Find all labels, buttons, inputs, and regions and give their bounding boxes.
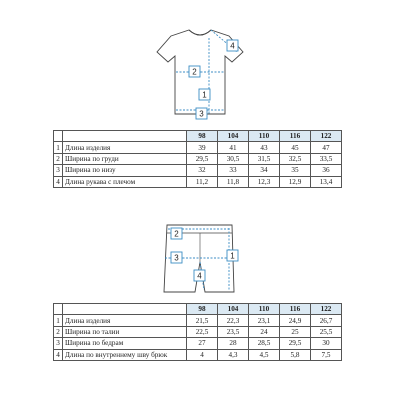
table-cell: 34 bbox=[249, 165, 280, 176]
svg-text:1: 1 bbox=[202, 90, 207, 100]
shorts-size-table bbox=[53, 303, 342, 361]
table-cell: 30,5 bbox=[218, 153, 249, 164]
table-cell: 24 bbox=[249, 326, 280, 337]
table-cell: 33,5 bbox=[311, 153, 342, 164]
table-cell: 36 bbox=[311, 165, 342, 176]
row-number: 2 bbox=[54, 153, 63, 164]
table-cell: 23,1 bbox=[249, 315, 280, 326]
table-cell: 29,5 bbox=[187, 153, 218, 164]
row-number: 3 bbox=[54, 338, 63, 349]
row-number: 2 bbox=[54, 326, 63, 337]
row-number: 4 bbox=[54, 176, 63, 187]
size-header: 110 bbox=[249, 131, 280, 142]
table-cell: 24,9 bbox=[280, 315, 311, 326]
row-number: 1 bbox=[54, 142, 63, 153]
row-number: 1 bbox=[54, 315, 63, 326]
table-row bbox=[54, 142, 342, 153]
svg-text:2: 2 bbox=[174, 229, 179, 239]
table-row bbox=[54, 326, 342, 337]
table-row bbox=[54, 176, 342, 187]
size-header: 98 bbox=[187, 304, 218, 315]
shorts-marker-3 bbox=[171, 252, 182, 263]
table-cell: 22,3 bbox=[218, 315, 249, 326]
size-header: 116 bbox=[280, 131, 311, 142]
table-cell: 13,4 bbox=[311, 176, 342, 187]
table-cell: 32,5 bbox=[280, 153, 311, 164]
svg-text:1: 1 bbox=[230, 251, 235, 261]
size-header: 104 bbox=[218, 304, 249, 315]
table-row bbox=[54, 165, 342, 176]
shorts-marker-4 bbox=[194, 270, 205, 281]
table-cell: 25,5 bbox=[311, 326, 342, 337]
row-number: 3 bbox=[54, 165, 63, 176]
table-header-row bbox=[54, 304, 342, 315]
table-cell: 25 bbox=[280, 326, 311, 337]
row-label: Ширина по талии bbox=[63, 326, 187, 337]
row-label: Длина изделия bbox=[63, 315, 187, 326]
svg-text:3: 3 bbox=[174, 253, 179, 263]
svg-text:2: 2 bbox=[192, 67, 197, 77]
row-label: Длина изделия bbox=[63, 142, 187, 153]
table-cell: 12,9 bbox=[280, 176, 311, 187]
table-header-row bbox=[54, 131, 342, 142]
size-header: 116 bbox=[280, 304, 311, 315]
table-cell: 4,3 bbox=[218, 349, 249, 360]
row-label: Длина по внутреннему шву брюк bbox=[63, 349, 187, 360]
shorts-marker-2 bbox=[171, 228, 182, 239]
table-cell: 28,5 bbox=[249, 338, 280, 349]
size-header: 110 bbox=[249, 304, 280, 315]
table-row bbox=[54, 338, 342, 349]
table-cell: 33 bbox=[218, 165, 249, 176]
table-row bbox=[54, 315, 342, 326]
svg-text:3: 3 bbox=[199, 109, 204, 119]
table-cell: 31,5 bbox=[249, 153, 280, 164]
table-cell: 27 bbox=[187, 338, 218, 349]
tshirt-marker-3 bbox=[196, 108, 207, 119]
shorts-marker-1 bbox=[227, 250, 238, 261]
svg-text:4: 4 bbox=[197, 271, 202, 281]
tshirt-marker-2 bbox=[189, 66, 200, 77]
table-cell: 11,2 bbox=[187, 176, 218, 187]
table-row bbox=[54, 349, 342, 360]
table-cell: 4 bbox=[187, 349, 218, 360]
table-cell: 30 bbox=[311, 338, 342, 349]
tshirt-marker-1 bbox=[199, 89, 210, 100]
row-label: Ширина по груди bbox=[63, 153, 187, 164]
table-cell: 23,5 bbox=[218, 326, 249, 337]
table-cell: 26,7 bbox=[311, 315, 342, 326]
tshirt-marker-4 bbox=[227, 40, 238, 51]
table-cell: 22,5 bbox=[187, 326, 218, 337]
size-header: 104 bbox=[218, 131, 249, 142]
table-cell: 11,8 bbox=[218, 176, 249, 187]
table-cell: 39 bbox=[187, 142, 218, 153]
table-cell: 4,5 bbox=[249, 349, 280, 360]
table-cell: 12,3 bbox=[249, 176, 280, 187]
table-cell: 43 bbox=[249, 142, 280, 153]
table-cell: 41 bbox=[218, 142, 249, 153]
row-label: Ширина по низу bbox=[63, 165, 187, 176]
table-cell: 28 bbox=[218, 338, 249, 349]
size-header: 122 bbox=[311, 131, 342, 142]
table-cell: 29,5 bbox=[280, 338, 311, 349]
table-cell: 7,5 bbox=[311, 349, 342, 360]
table-cell: 35 bbox=[280, 165, 311, 176]
svg-text:4: 4 bbox=[230, 41, 235, 51]
size-header: 122 bbox=[311, 304, 342, 315]
table-cell: 5,8 bbox=[280, 349, 311, 360]
row-number: 4 bbox=[54, 349, 63, 360]
table-cell: 47 bbox=[311, 142, 342, 153]
table-cell: 21,5 bbox=[187, 315, 218, 326]
table-cell: 32 bbox=[187, 165, 218, 176]
row-label: Ширина по бедрам bbox=[63, 338, 187, 349]
table-cell: 45 bbox=[280, 142, 311, 153]
size-header: 98 bbox=[187, 131, 218, 142]
table-row bbox=[54, 153, 342, 164]
row-label: Длина рукава с плечом bbox=[63, 176, 187, 187]
tshirt-size-table bbox=[53, 130, 342, 188]
